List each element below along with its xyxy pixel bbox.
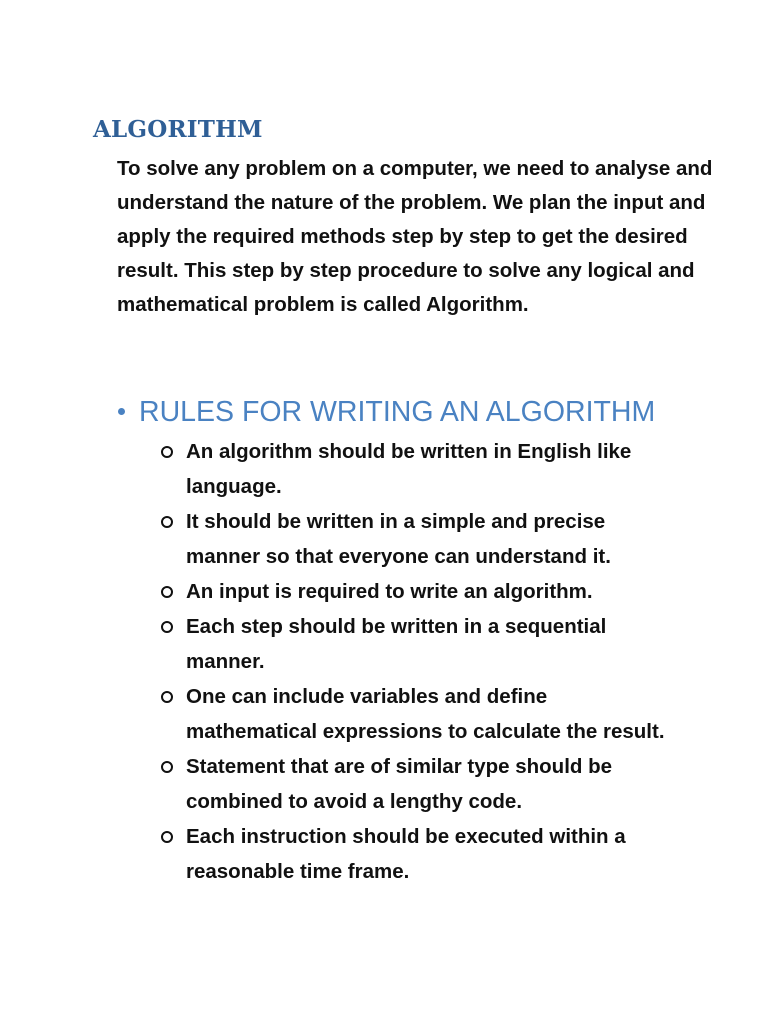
rules-section bbox=[115, 392, 735, 883]
list-item bbox=[161, 434, 681, 504]
rules-list bbox=[161, 434, 681, 889]
list-item bbox=[161, 504, 681, 574]
circle-bullet-icon bbox=[161, 446, 173, 458]
rule-text: It should be written in a simple and precise manner so that everyone can understand it. bbox=[186, 510, 611, 568]
list-item bbox=[161, 679, 681, 749]
section-title bbox=[115, 392, 735, 432]
circle-bullet-icon bbox=[161, 831, 173, 843]
section-title-text: RULES FOR WRITING AN ALGORITHM bbox=[139, 396, 656, 428]
list-item bbox=[161, 749, 681, 819]
intro-paragraph: To solve any problem on a computer, we need to analyse and understand the nature of the problem. We plan the input and apply the required methods step by step to get the desired result. This step by step procedure to solve any logical and mathematical problem is called Algorithm. bbox=[117, 157, 713, 316]
circle-bullet-icon bbox=[161, 691, 173, 703]
page-title: ALGORITHM bbox=[93, 116, 263, 143]
circle-bullet-icon bbox=[161, 586, 173, 598]
rule-text: One can include variables and define mathematical expressions to calculate the result. bbox=[186, 685, 665, 743]
rule-text: Each instruction should be executed within a reasonable time frame. bbox=[186, 825, 626, 883]
rule-text: Statement that are of similar type should be combined to avoid a lengthy code. bbox=[186, 755, 613, 813]
rule-text: An input is required to write an algorithm. bbox=[186, 580, 593, 603]
bullet-icon bbox=[118, 408, 125, 415]
rule-text: Each step should be written in a sequential manner. bbox=[186, 615, 607, 673]
circle-bullet-icon bbox=[161, 516, 173, 528]
circle-bullet-icon bbox=[161, 761, 173, 773]
rule-text: An algorithm should be written in English like language. bbox=[186, 440, 632, 498]
list-item bbox=[161, 819, 681, 889]
list-item bbox=[161, 574, 681, 609]
list-item bbox=[161, 609, 681, 679]
circle-bullet-icon bbox=[161, 621, 173, 633]
